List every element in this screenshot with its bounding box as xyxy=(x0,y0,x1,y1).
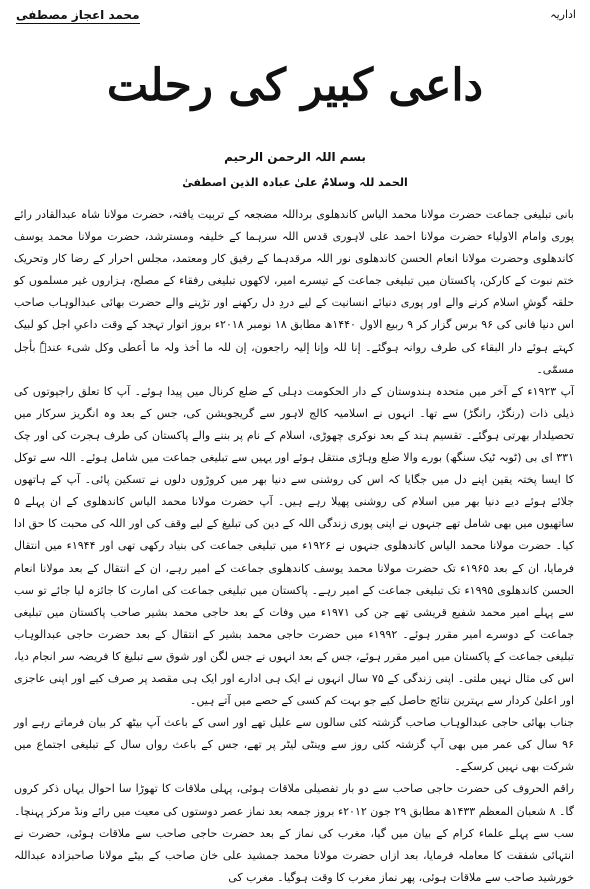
hamd-line: الحمد للہ وسلامٌ علیٰ عبادہ الذین اصطفیٰ xyxy=(182,176,408,189)
article-title: داعی کبیر کی رحلت xyxy=(106,60,484,111)
paragraph-4: راقم الحروف کی حضرت حاجی صاحب سے دو بار تفصیلی ملاقات ہوئی، پہلی ملاقات کا تھوڑا سا احوال یہاں ذکر کروں گا۔ ۸ شعبان المعظم ۱۴۳۳ھ مطابق ۲۹ جون ۲۰۱۲ء بروز جمعہ بعد نماز عصر دوستوں کی معیت میں رائے ونڈ مرکز پہنچا۔ سب سے پہلے علماء کرام کے بیان میں گیا، مغرب کی نماز کے بعد حضرت حاجی صاحب سے ملاقات ہوئی، حضرت نے انتہائی شفقت کا معاملہ فرمایا، بعد ازاں حضرت مولانا محمد جمشید علی خان صاحب کے بیٹے مولانا صاحبزادہ عبداللہ خورشید صاحب سے ملاقات ہوئی، پھر نماز مغرب کا وقت ہوگیا۔ مغرب کی xyxy=(14,782,574,884)
section-label: اداریہ xyxy=(550,8,576,21)
article-body xyxy=(14,204,574,884)
paragraph-1: بانی تبلیغی جماعت حضرت مولانا محمد الیاس کاندھلوی برداللہ مضجعہ کے تربیت یافتہ، حضرت مولانا شاہ عبدالقادر رائے پوری وامام الاولیاء حضرت مولانا احمد علی لاہوری قدس اللہ سرہما کے خلیفہ ومسترشد، حضرت مولانا محمد یوسف کاندھلوی وحضرت مولانا انعام الحسن کاندھلوی نور اللہ مرقدہما کے رفیق کار ومعتمد، مجلس احرار کے رضا کار وتحریک ختم نبوت کے کارکن، پاکستان میں تبلیغی جماعت کے تیسرے امیر، لاکھوں تبلیغی رفقاء کے مصلح، ہزاروں غیر مسلموں کو حلقہ گوشِ اسلام کرنے والے اور پوری دنیائے انسانیت کے لیے دردِ دل رکھنے اور تڑپنے والے حضرت بھائی عبدالوہاب صاحب اس دنیا فانی کی ۹۶ برس گزار کر ۹ ربیع الاول ۱۴۴۰ھ مطابق ۱۸ نومبر ۲۰۱۸ء بروز اتوار تہجد کے وقت داعیِ اجل کو لبیک کہتے ہوئے دار البقاء کی طرف روانہ ہوگئے۔ إنا للہ وإنا إلیہ راجعون، إن للہ ما أخذ ولہ ما أعطی وکل شیء عندہٗ بأجل مسمّٰی۔ xyxy=(14,208,574,376)
author-name: محمد اعجاز مصطفی xyxy=(16,8,140,22)
paragraph-3: جناب بھائی حاجی عبدالوہاب صاحب گزشتہ کئی سالوں سے علیل تھے اور اسی کے باعث آپ بیٹھ کر بیان فرماتے رہے اور ۹۶ سال کی عمر میں بھی آپ گزشتہ کئی روز سے وینٹی لیٹر پر تھے، جس کے باعث رواں سال کے تبلیغی اجتماع میں شرکت بھی نہیں کرسکے۔ xyxy=(14,716,574,774)
bismillah-line: بسم اللہ الرحمن الرحیم xyxy=(224,150,366,164)
paragraph-2: آپ ۱۹۲۳ء کے آخر میں متحدہ ہندوستان کے دار الحکومت دہلی کے ضلع کرنال میں پیدا ہوئے۔ آپ کا تعلق راجپوتوں کی ذیلی ذات (رنگڑ، رانگڑ) سے تھا۔ انہوں نے اسلامیہ کالج لاہور سے گریجویشن کی، جس کے بعد وہ انگریز سرکار میں تحصیلدار بھرتی ہوگئے۔ تقسیم ہند کے بعد نوکری چھوڑی، اسلام کے نام پر بننے والے پاکستان کی طرف ہجرت کی اور چک ۳۳۱ ای بی (ٹوبہ ٹیک سنگھ) بورے والا ضلع وہاڑی منتقل ہوئے اور یہیں سے تبلیغی جماعت میں شامل ہوئے۔ اللہ سے توکل کا ایسا پختہ یقین اپنے دل میں جگایا کہ اس کی روشنی سے دنیا بھر میں کروڑوں دلوں نے تسکین پائی۔ آپ کے ہاتھوں جلائے ہوئے دیے دنیا بھر میں اسلام کی روشنی پھیلا رہے ہیں۔ آپ حضرت مولانا محمد الیاس کاندھلوی کے ان پہلے ۵ ساتھیوں میں بھی شامل تھے جنہوں نے اپنی پوری زندگی اللہ کے دین کی تبلیغ کے لیے وقف کی اور اللہ کی محبت کا حق ادا کیا۔ حضرت مولانا محمد الیاس کاندھلوی جنہوں نے ۱۹۲۶ء میں تبلیغی جماعت کی بنیاد رکھی تھی اور ۱۹۴۴ء میں انتقال فرمایا، ان کے بعد ۱۹۶۵ء تک حضرت مولانا محمد یوسف کاندھلوی جماعت کے امیر رہے، ان کے انتقال کے بعد مولانا انعام الحسن کاندھلوی ۱۹۹۵ء تک تبلیغی جماعت کے امیر رہے۔ پاکستان میں تبلیغی جماعت کی امارت کا جائزہ لیا جائے تو سب سے پہلے امیر محمد شفیع قریشی تھے جن کی ۱۹۷۱ء میں وفات کے بعد حاجی محمد بشیر صاحب پاکستان میں تبلیغی جماعت کے دوسرے امیر مقرر ہوئے۔ ۱۹۹۲ء میں حضرت حاجی محمد بشیر کے انتقال کے بعد حضرت حاجی عبدالوہاب تبلیغی جماعت کے پاکستان میں امیر مقرر ہوئے، جس کے بعد انہوں نے جس لگن اور شوق سے تبلیغ کا فریضہ سر انجام دیا، اس کی مثال نہیں ملتی۔ اپنی زندگی کے ۷۵ سال انہوں نے ایک ہی ادارے اور ایک ہی مقصد پر صرف کیے اور اپنی عاجزی اور اعلیٰ کردار سے بہترین نتائج حاصل کیے جو بہت کم کسی کے حصے میں آتے ہیں۔ xyxy=(14,384,574,708)
